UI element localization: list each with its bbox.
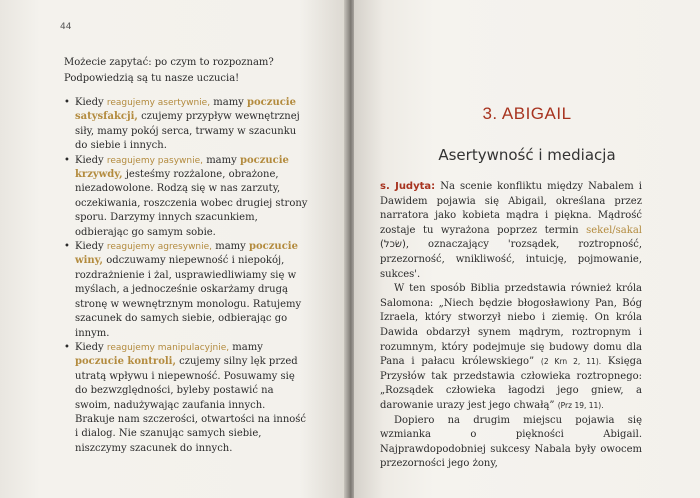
hebrew-term: sekel/sakal [586,224,642,236]
bullet-prefix: Kiedy [75,97,104,108]
page-number: 44 [60,22,72,32]
chapter-title: 3. ABIGAIL [482,104,572,123]
bullet-asertywnie [64,96,308,154]
bullet-rest: odczuwamy niepewność i niepokój, rozdrażnienie i żal, usprawiedliwiamy się w myślach, a jednocześnie oskarżamy drugą stronę w wewnętrznym monologu. Ratujemy szacunek do samych siebie, odbierając go innym. [75,255,302,339]
paragraph-3 [380,414,642,472]
bullet-mid: mamy [232,341,263,353]
bullet-mid: mamy [206,154,237,166]
bullet-trigger: reagujemy pasywnie, [106,155,203,166]
bullet-pasywnie [64,154,308,240]
bullet-dot-icon: • [64,241,70,253]
paragraph-1-text-a: Na scenie konfliktu między Nabalem i Dawidem pojawia się Abigail, określana przez narratora jako kobieta mądra i piękna. Mądrość zostaje tu wyrażona poprzez termin [380,181,642,236]
speaker-name: s. Judyta: [380,181,436,192]
chapter-subtitle: Asertywność i mediacja [438,146,616,164]
bullet-dot-icon: • [64,341,70,353]
bullet-mid: mamy [213,97,244,108]
chapter-body [380,180,642,472]
paragraph-3-text: Dopiero na drugim miejscu pojawia się wzmianka o piękności Abigail. Najprawdopodobniej sukcesy Nabala były owocem przezorności jego żony, [380,414,642,470]
intro-text: Możecie zapytać: po czym to rozpoznam? Podpowiedzią są tu nasze uczucia! [64,57,274,84]
bullet-feeling: poczucie winy, [75,241,298,267]
bullet-feeling: poczucie kontroli, [75,356,176,368]
bullet-agresywnie [64,240,308,341]
bullet-prefix: Kiedy [75,241,104,253]
paragraph-1 [380,180,642,282]
paragraph-2-text-a: W ten sposób Biblia przedstawia również króla Salomona: „Niech będzie błogosławiony Pan, Bóg Izraela, który stworzył niebo i ziemię. On króla Dawida obdarzył synem mądrym, roztropnym i rozumnym, który podejmuje się budowy domu dla Pana i pałacu królewskiego” [380,283,642,368]
bullet-trigger: reagujemy asertywnie, [106,98,211,108]
bullet-mid: mamy [215,241,246,253]
paragraph-2 [380,282,642,413]
bullet-rest: jesteśmy rozżalone, obrażone, niezadowolone. Rodzą się w nas zarzuty, oczekiwania, roszczenia wobec drugiej strony sporu. Darzymy innych szacunkiem, odbierając go samym sobie. [75,169,308,238]
paragraph-1-text-b: , oznaczający 'rozsądek, roztropność, przezorność, wnikliwość, intuicję, pojmowanie, sukces'. [380,239,642,280]
paragraph-2-text-b: Księga Przysłów tak przedstawia człowieka roztropnego: „Rozsądek człowieka łagodzi jego gniew, a darowanie urazy jest jego chwałą” [380,356,642,411]
bullet-prefix: Kiedy [75,154,104,166]
bullet-feeling: poczucie satysfakcji, [75,97,296,123]
bullet-rest: czujemy przypływ wewnętrznej siły, mamy pokój serca, trwamy w szacunku do siebie i innych. [75,111,300,152]
bible-reference: (Prz 19, 11). [557,400,604,410]
bible-reference: (2 Krn 2, 11). [540,357,602,367]
bullet-manipulacyjnie [64,341,308,456]
bullet-feeling: poczucie krzywdy, [75,154,289,181]
bullet-prefix: Kiedy [75,341,104,353]
bullet-trigger: reagujemy agresywnie, [106,242,213,253]
bullet-dot-icon: • [64,97,70,108]
left-page [0,0,346,498]
bullet-list [64,96,308,456]
bullet-rest: czujemy silny lęk przed utratą wpływu i niepewność. Posuwamy się do bezwzględności, byleby postawić na swoim, nadużywając zaufania innych. Brakuje nam szczerości, otwartości na inność i dialog. Nie szanując samych siebie, niszczymy szacunek do innych. [75,356,307,454]
intro-paragraph [64,55,304,87]
hebrew-word: (שׂכל) [380,239,406,251]
bullet-trigger: reagujemy manipulacyjnie, [106,342,230,353]
bullet-dot-icon: • [64,154,70,166]
